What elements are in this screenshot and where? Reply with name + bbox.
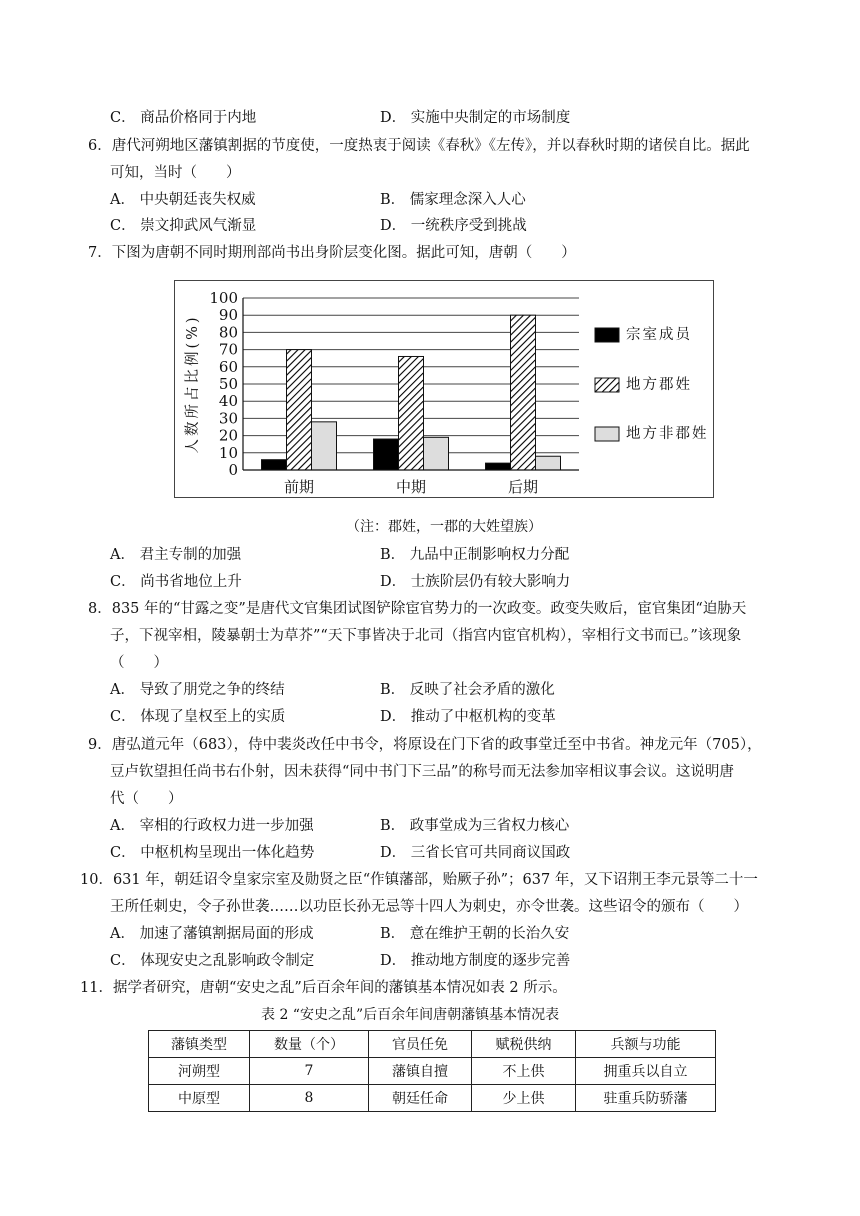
table-cell: 8 — [250, 1085, 369, 1112]
y-tick-label: 100 — [209, 289, 238, 307]
y-tick-label: 10 — [218, 443, 238, 462]
q11-stem-line1: 11．据学者研究，唐朝“安史之乱”后百余年间的藩镇基本情况如表 2 所示。 — [80, 980, 567, 996]
q6-stem-line1: 6．唐代河朔地区藩镇割据的节度使，一度热衷于阅读《春秋》《左传》，并以春秋时期的诸侯自比。据此 — [88, 138, 750, 154]
bar — [511, 315, 536, 470]
bar — [399, 356, 424, 470]
table-cell: 朝廷任命 — [369, 1085, 472, 1112]
y-tick-label: 0 — [228, 461, 238, 479]
q6-option-c: C． 崇文抑武风气渐显 — [110, 218, 257, 234]
table-cell: 藩镇自擅 — [369, 1058, 472, 1085]
q9-option-d: D． 三省长官可共同商议国政 — [380, 845, 571, 861]
bar — [312, 422, 337, 470]
table-header-row — [149, 1031, 716, 1058]
legend-label: 地方郡姓 — [626, 377, 692, 393]
legend-swatch — [595, 427, 619, 441]
chart-note: （注：郡姓，一郡的大姓望族） — [346, 519, 542, 535]
table-cell: 河朔型 — [149, 1058, 250, 1085]
q10-option-a: A． 加速了藩镇割据局面的形成 — [110, 926, 314, 942]
q7-stem-line1: 7．下图为唐朝不同时期刑部尚书出身阶层变化图。据此可知，唐朝（ ） — [88, 245, 576, 261]
table-cell: 不上供 — [472, 1058, 576, 1085]
x-tick-label: 中期 — [395, 478, 427, 496]
q10-option-c: C． 体现安史之乱影响政令制定 — [110, 953, 315, 969]
q7-option-a: A． 君主专制的加强 — [110, 547, 242, 563]
table-cell: 少上供 — [472, 1085, 576, 1112]
q9-stem-line1: 9．唐弘道元年（683），侍中裴炎改任中书令，将原设在门下省的政事堂迁至中书省。神龙元年（705）， — [88, 737, 762, 753]
table-row — [149, 1085, 716, 1112]
legend-label: 宗室成员 — [626, 327, 692, 343]
q8-option-d: D． 推动了中枢机构的变革 — [380, 709, 556, 725]
q8-stem-line3: （ ） — [110, 655, 168, 671]
q7-option-b: B． 九品中正制影响权力分配 — [380, 547, 570, 563]
y-tick-label: 40 — [218, 392, 238, 411]
q9-stem-line2: 豆卢钦望担任尚书右仆射，因未获得“同中书门下三品”的称号而无法参加宰相议事会议。这说明唐 — [110, 764, 734, 780]
q6-stem-line2: 可知，当时（ ） — [110, 165, 241, 181]
table-cell: 7 — [250, 1058, 369, 1085]
q6-option-b: B． 儒家理念深入人心 — [380, 192, 526, 208]
table-header-cell: 官员任免 — [369, 1031, 472, 1058]
table-title: 表 2 “安史之乱”后百余年间唐朝藩镇基本情况表 — [261, 1007, 560, 1023]
q6-option-a: A． 中央朝廷丧失权威 — [110, 192, 256, 208]
q8-option-a: A． 导致了朋党之争的终结 — [110, 682, 285, 698]
q7-option-d: D． 士族阶层仍有较大影响力 — [380, 574, 571, 590]
q9-option-b: B． 政事堂成为三省权力核心 — [380, 818, 570, 834]
table-header-cell: 赋税供纳 — [472, 1031, 576, 1058]
q9-option-a: A． 宰相的行政权力进一步加强 — [110, 818, 314, 834]
q10-option-d: D． 推动地方制度的逐步完善 — [380, 953, 571, 969]
y-axis-label: 人数所占比例(%) — [185, 314, 201, 454]
bar — [287, 350, 312, 470]
bar — [374, 439, 399, 470]
x-tick-label: 前期 — [283, 478, 315, 496]
y-tick-label: 90 — [218, 306, 238, 325]
y-tick-label: 70 — [218, 340, 238, 359]
bar — [262, 460, 287, 470]
q5-option-c: C． 商品价格同于内地 — [110, 110, 257, 126]
bar — [424, 437, 449, 470]
legend-label: 地方非郡姓 — [626, 426, 709, 442]
q8-stem-line1: 8．835 年的“甘露之变”是唐代文官集团试图铲除宦官势力的一次政变。政变失败后，宦官集团“迫胁天 — [88, 601, 747, 617]
table-cell: 中原型 — [149, 1085, 250, 1112]
q10-stem-line1: 10．631 年，朝廷诏令皇家宗室及勋贤之臣“作镇藩部，贻厥子孙”；637 年，又下诏荆王李元景等二十一 — [80, 872, 758, 888]
fanzhen-table — [148, 1030, 716, 1112]
y-tick-label: 50 — [218, 375, 238, 393]
table-header-cell: 兵额与功能 — [576, 1031, 716, 1058]
bar — [486, 463, 511, 470]
bar-chart — [175, 281, 715, 499]
y-tick-label: 80 — [218, 323, 238, 342]
q10-stem-line2: 王所任刺史，令子孙世袭……以功臣长孙无忌等十四人为刺史，亦令世袭。这些诏令的颁布（ ） — [110, 899, 748, 915]
x-tick-label: 后期 — [507, 478, 539, 496]
chart-frame — [174, 280, 714, 498]
q8-option-c: C． 体现了皇权至上的实质 — [110, 709, 286, 725]
q6-option-d: D． 一统秩序受到挑战 — [380, 218, 527, 234]
q9-option-c: C． 中枢机构呈现出一体化趋势 — [110, 845, 315, 861]
table-cell: 驻重兵防骄藩 — [576, 1085, 716, 1112]
table-header-cell: 数量（个） — [250, 1031, 369, 1058]
table-header-cell: 藩镇类型 — [149, 1031, 250, 1058]
q8-stem-line2: 子，下视宰相，陵暴朝士为草芥”“天下事皆决于北司（指宫内宦官机构），宰相行文书而已。”该现象 — [110, 628, 742, 644]
q10-option-b: B． 意在维护王朝的长治久安 — [380, 926, 570, 942]
q7-option-c: C． 尚书省地位上升 — [110, 574, 242, 590]
q8-option-b: B． 反映了社会矛盾的激化 — [380, 682, 555, 698]
y-tick-label: 60 — [218, 357, 238, 376]
table-cell: 拥重兵以自立 — [576, 1058, 716, 1085]
legend-swatch — [595, 328, 619, 342]
q5-option-d: D． 实施中央制定的市场制度 — [380, 110, 571, 126]
y-tick-label: 20 — [218, 426, 238, 445]
bar — [536, 456, 561, 470]
legend-swatch — [595, 378, 619, 392]
y-tick-label: 30 — [218, 409, 238, 428]
table-row — [149, 1058, 716, 1085]
q9-stem-line3: 代（ ） — [110, 791, 183, 807]
